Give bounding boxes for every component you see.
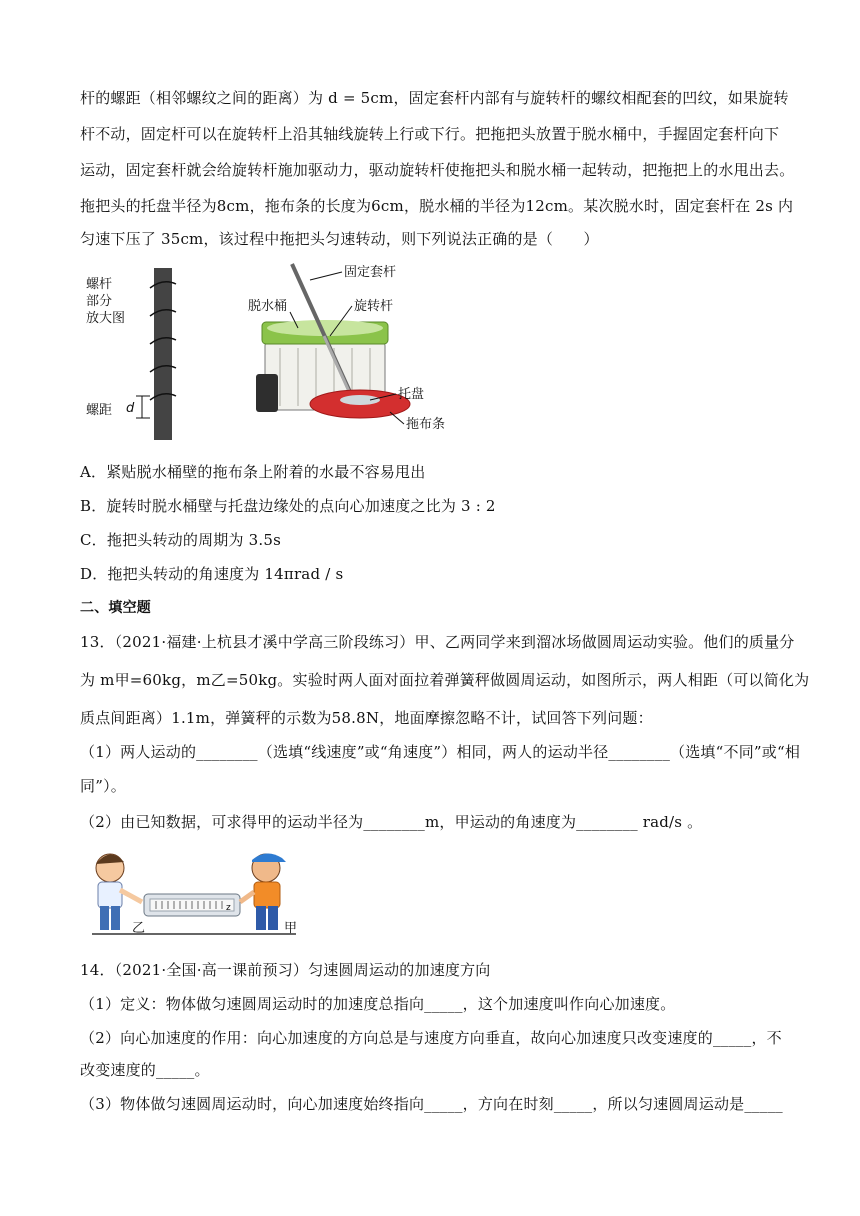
- q12-line-2: 杆不动，固定杆可以在旋转杆上沿其轴线旋转上行或下行。把拖把头放置于脱水桶中，手握固定套杆向下: [80, 125, 780, 143]
- screw-label-3: 放大图: [86, 311, 126, 326]
- label-cloth: 拖布条: [406, 417, 446, 432]
- q14-line-2: （1）定义：物体做匀速圆周运动时的加速度总指向_____，这个加速度叫作向心加速度。: [80, 995, 676, 1013]
- q13-line-6: （2）由已知数据，可求得甲的运动半径为________m，甲运动的角速度为________ rad/s 。: [80, 813, 703, 831]
- q13-line-3: 质点间距离）1.1m，弹簧秤的示数为58.8N，地面摩擦忽略不计，试回答下列问题：: [80, 709, 653, 727]
- label-bucket: 脱水桶: [248, 299, 288, 314]
- q12-line-3: 运动，固定套杆就会给旋转杆施加驱动力，驱动旋转杆使拖把头和脱水桶一起转动，把拖把上的水甩出去。: [80, 161, 795, 179]
- q14-line-1: 14．（2021·全国·高一课前预习）匀速圆周运动的加速度方向: [80, 961, 491, 979]
- scale-mark: z: [226, 903, 231, 913]
- q12-line-5: 匀速下压了 35cm，该过程中拖把头匀速转动，则下列说法正确的是（ ）: [80, 230, 599, 248]
- screw-rod: [154, 268, 172, 440]
- q12-line-1: 杆的螺距（相邻螺纹之间的距离）为 d = 5cm，固定套杆内部有与旋转杆的螺纹相配套的凹纹，如果旋转: [80, 89, 789, 107]
- q12-option-b: B．旋转时脱水桶壁与托盘边缘处的点向心加速度之比为 3 : 2: [80, 497, 496, 515]
- mop-figure: [80, 258, 480, 448]
- q12-line-4: 拖把头的托盘半径为8cm，拖布条的长度为6cm，脱水桶的半径为12cm。某次脱水时，固定套杆在 2s 内: [80, 197, 794, 215]
- label-tray: 托盘: [398, 387, 425, 402]
- label-jia: 甲: [284, 921, 298, 936]
- q13-line-4: （1）两人运动的________（选填“线速度”或“角速度”）相同，两人的运动半径________（选填“不同”或“相: [80, 743, 801, 761]
- pitch-d: d: [126, 401, 135, 416]
- q14-line-4: 改变速度的_____。: [80, 1061, 210, 1079]
- screw-label-2: 部分: [86, 294, 113, 309]
- q12-option-d: D．拖把头转动的角速度为 14πrad / s: [80, 565, 344, 583]
- kid-right: [240, 853, 286, 930]
- q12-option-c: C．拖把头转动的周期为 3.5s: [80, 531, 281, 549]
- section-title: 二、填空题: [80, 600, 151, 616]
- skaters-figure: [88, 846, 302, 938]
- pitch-label: 螺距: [86, 403, 113, 418]
- q14-line-5: （3）物体做匀速圆周运动时，向心加速度始终指向_____，方向在时刻_____，所以匀速圆周运动是_____: [80, 1095, 783, 1113]
- q13-line-1: 13．（2021·福建·上杭县才溪中学高三阶段练习）甲、乙两同学来到溜冰场做圆周运动实验。他们的质量分: [80, 633, 795, 651]
- q13-line-2: 为 m甲=60kg，m乙=50kg。实验时两人面对面拉着弹簧秤做圆周运动，如图所示，两人相距（可以简化为: [80, 671, 810, 689]
- screw-label-1: 螺杆: [86, 277, 113, 292]
- label-rotating-rod: 旋转杆: [354, 299, 394, 314]
- q13-line-5: 同”）。: [80, 777, 126, 795]
- q12-option-a: A．紧贴脱水桶壁的拖布条上附着的水最不容易甩出: [80, 463, 426, 481]
- label-fixed-rod: 固定套杆: [344, 265, 397, 280]
- kid-left: [96, 854, 142, 930]
- q14-line-3: （2）向心加速度的作用：向心加速度的方向总是与速度方向垂直，故向心加速度只改变速度的_____，不: [80, 1029, 782, 1047]
- label-yi: 乙: [132, 921, 146, 936]
